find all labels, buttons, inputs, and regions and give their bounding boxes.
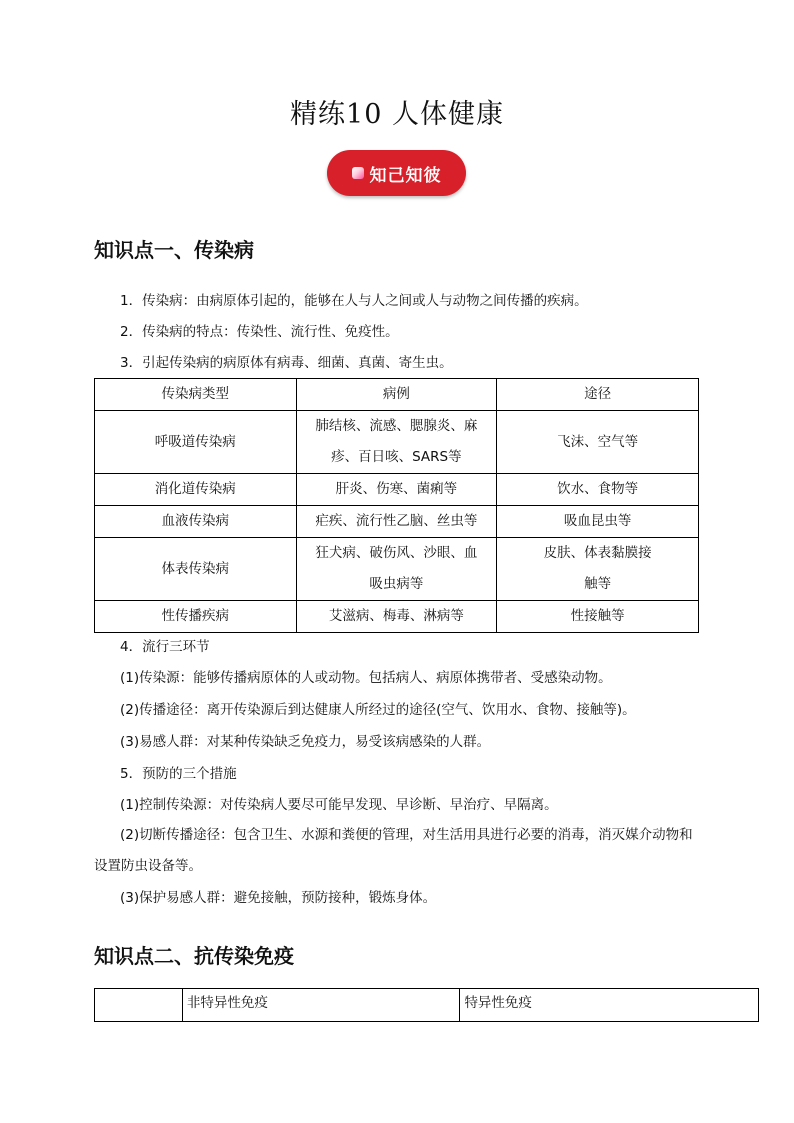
section-heading-2: 知识点二、抗传染免疫 — [94, 944, 294, 968]
table-header-cell: 病例 — [296, 379, 497, 411]
table-header-cell: 非特异性免疫 — [182, 989, 460, 1022]
table-cell: 吸血昆虫等 — [497, 506, 699, 538]
badge-icon — [352, 167, 364, 179]
table-cell: 体表传染病 — [95, 538, 297, 601]
paragraph-5-1: (1)控制传染源：对传染病人要尽可能早发现、早诊断、早治疗、早隔离。 — [120, 797, 558, 813]
table-cell: 血液传染病 — [95, 506, 297, 538]
table-cell: 性传播疾病 — [95, 601, 297, 633]
table-header-cell — [95, 989, 183, 1022]
table-cell: 飞沫、空气等 — [497, 411, 699, 474]
paragraph-2: 2．传染病的特点：传染性、流行性、免疫性。 — [120, 324, 399, 340]
table-cell: 皮肤、体表黏膜接触等 — [497, 538, 699, 601]
table-row — [95, 506, 699, 538]
table-cell: 肺结核、流感、腮腺炎、麻疹、百日咳、SARS等 — [296, 411, 497, 474]
badge-label: 知己知彼 — [369, 165, 442, 186]
table-cell: 饮水、食物等 — [497, 474, 699, 506]
table-row — [95, 474, 699, 506]
table-cell: 呼吸道传染病 — [95, 411, 297, 474]
paragraph-4-1: (1)传染源：能够传播病原体的人或动物。包括病人、病原体携带者、受感染动物。 — [120, 670, 612, 686]
table-cell: 消化道传染病 — [95, 474, 297, 506]
table-header-cell: 途径 — [497, 379, 699, 411]
table-row — [95, 601, 699, 633]
table-header-cell: 特异性免疫 — [460, 989, 759, 1022]
table-header-cell: 传染病类型 — [95, 379, 297, 411]
paragraph-3: 3．引起传染病的病原体有病毒、细菌、真菌、寄生虫。 — [120, 355, 453, 371]
page-title: 精练10 人体健康 — [290, 99, 504, 130]
paragraph-4: 4．流行三环节 — [120, 639, 210, 655]
table-cell: 性接触等 — [497, 601, 699, 633]
table-cell: 肝炎、伤寒、菌痢等 — [296, 474, 497, 506]
paragraph-5: 5．预防的三个措施 — [120, 766, 237, 782]
table-header-row — [95, 989, 759, 1022]
table-row — [95, 411, 699, 474]
table-header-row — [95, 379, 699, 411]
disease-table — [94, 378, 699, 633]
paragraph-5-3: (3)保护易感人群：避免接触，预防接种，锻炼身体。 — [120, 890, 437, 906]
immunity-table — [94, 988, 759, 1022]
section-heading-1: 知识点一、传染病 — [94, 238, 254, 262]
table-row — [95, 538, 699, 601]
section-badge — [327, 150, 466, 196]
paragraph-4-2: (2)传播途径：离开传染源后到达健康人所经过的途径(空气、饮用水、食物、接触等)。 — [120, 702, 636, 718]
table-cell: 狂犬病、破伤风、沙眼、血吸虫病等 — [296, 538, 497, 601]
paragraph-1: 1．传染病：由病原体引起的，能够在人与人之间或人与动物之间传播的疾病。 — [120, 293, 588, 309]
paragraph-5-2: (2)切断传播途径：包含卫生、水源和粪便的管理，对生活用具进行必要的消毒，消灭媒介动物和设置防虫设备等。 — [94, 827, 693, 874]
paragraph-4-3: (3)易感人群：对某种传染缺乏免疫力，易受该病感染的人群。 — [120, 734, 491, 750]
table-cell: 疟疾、流行性乙脑、丝虫等 — [296, 506, 497, 538]
table-cell: 艾滋病、梅毒、淋病等 — [296, 601, 497, 633]
